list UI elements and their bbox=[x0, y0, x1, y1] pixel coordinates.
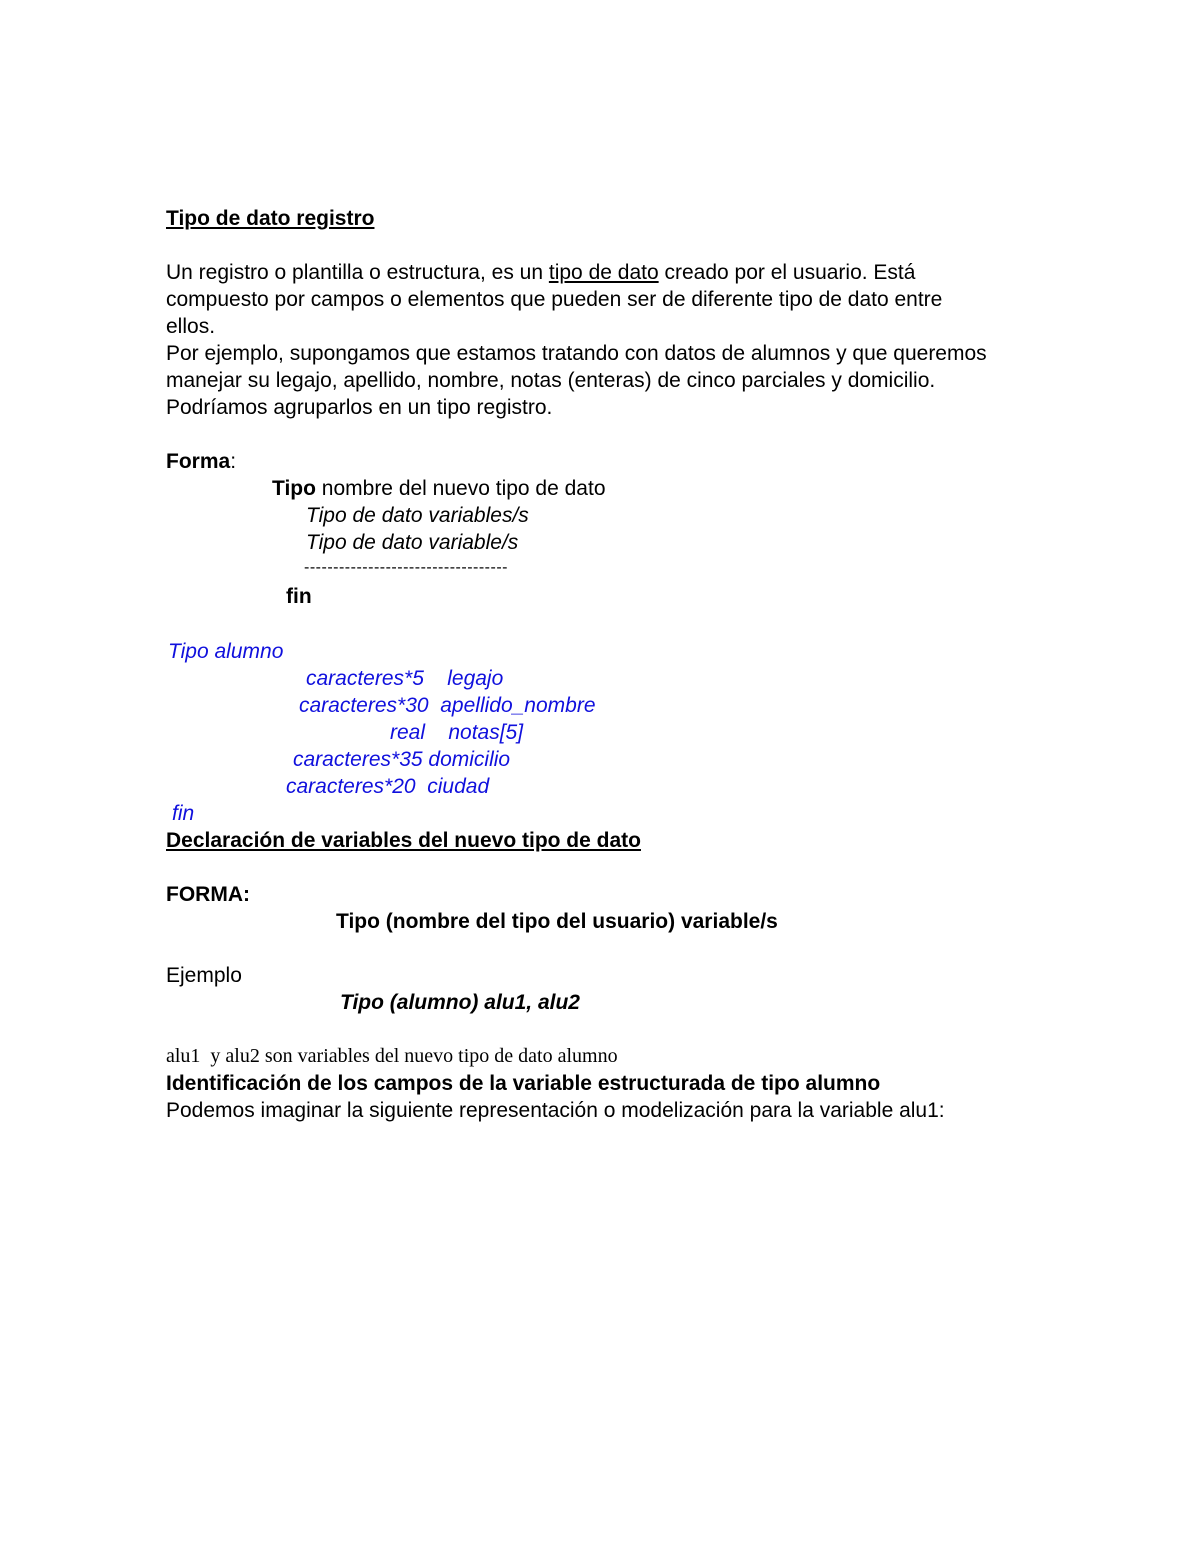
identification-heading: Identificación de los campos de la variable estructurada de tipo alumno bbox=[166, 1072, 881, 1095]
declaration-forma-text: Tipo (nombre del tipo del usuario) variable/s bbox=[336, 910, 778, 933]
tipo-de-dato-link: tipo de dato bbox=[548, 261, 659, 284]
forma-label: Forma bbox=[166, 450, 231, 473]
intro-line-3: ellos. bbox=[166, 315, 216, 338]
forma-field-2: Tipo de dato variable/s bbox=[306, 531, 519, 554]
ejemplo-text: Tipo (alumno) alu1, alu2 bbox=[340, 991, 580, 1014]
intro-text: creado por el usuario. Está bbox=[658, 261, 916, 284]
ejemplo-label: Ejemplo bbox=[166, 964, 242, 987]
intro-text: Un registro o plantilla o estructura, es un bbox=[166, 261, 549, 284]
forma-dashes: ----------------------------------- bbox=[304, 559, 508, 576]
forma-field-1: Tipo de dato variables/s bbox=[306, 504, 529, 527]
intro-line-4: Por ejemplo, supongamos que estamos tratando con datos de alumnos y que queremos bbox=[166, 342, 987, 365]
forma-colon: : bbox=[230, 450, 237, 473]
intro-line-2: compuesto por campos o elementos que pueden ser de diferente tipo de dato entre bbox=[166, 288, 943, 311]
declaration-note: alu1 y alu2 son variables del nuevo tipo de dato alumno bbox=[166, 1045, 618, 1067]
identification-text: Podemos imaginar la siguiente representación o modelización para la variable alu1: bbox=[166, 1099, 945, 1122]
declaration-forma-label: FORMA: bbox=[166, 883, 250, 906]
forma-fin: fin bbox=[286, 585, 312, 608]
page-title: Tipo de dato registro bbox=[166, 207, 375, 230]
forma-tipo-line bbox=[272, 475, 606, 502]
example-field-row: caracteres*5 legajo bbox=[306, 667, 504, 690]
example-field-row: caracteres*20 ciudad bbox=[286, 775, 490, 798]
forma-heading bbox=[166, 448, 236, 475]
declaration-heading: Declaración de variables del nuevo tipo de dato bbox=[166, 829, 641, 852]
example-type-fin: fin bbox=[172, 802, 195, 825]
example-field-row: caracteres*30 apellido_nombre bbox=[299, 694, 596, 717]
example-field-row: real notas[5] bbox=[390, 721, 524, 744]
example-field-row: caracteres*35 domicilio bbox=[293, 748, 511, 771]
intro-line-5: manejar su legajo, apellido, nombre, notas (enteras) de cinco parciales y domicilio. bbox=[166, 369, 936, 392]
example-type-header: Tipo alumno bbox=[168, 640, 284, 663]
tipo-rest: nombre del nuevo tipo de dato bbox=[315, 477, 606, 500]
intro-line-1 bbox=[166, 259, 915, 286]
tipo-keyword: Tipo bbox=[272, 477, 316, 500]
intro-line-6: Podríamos agruparlos en un tipo registro. bbox=[166, 396, 553, 419]
